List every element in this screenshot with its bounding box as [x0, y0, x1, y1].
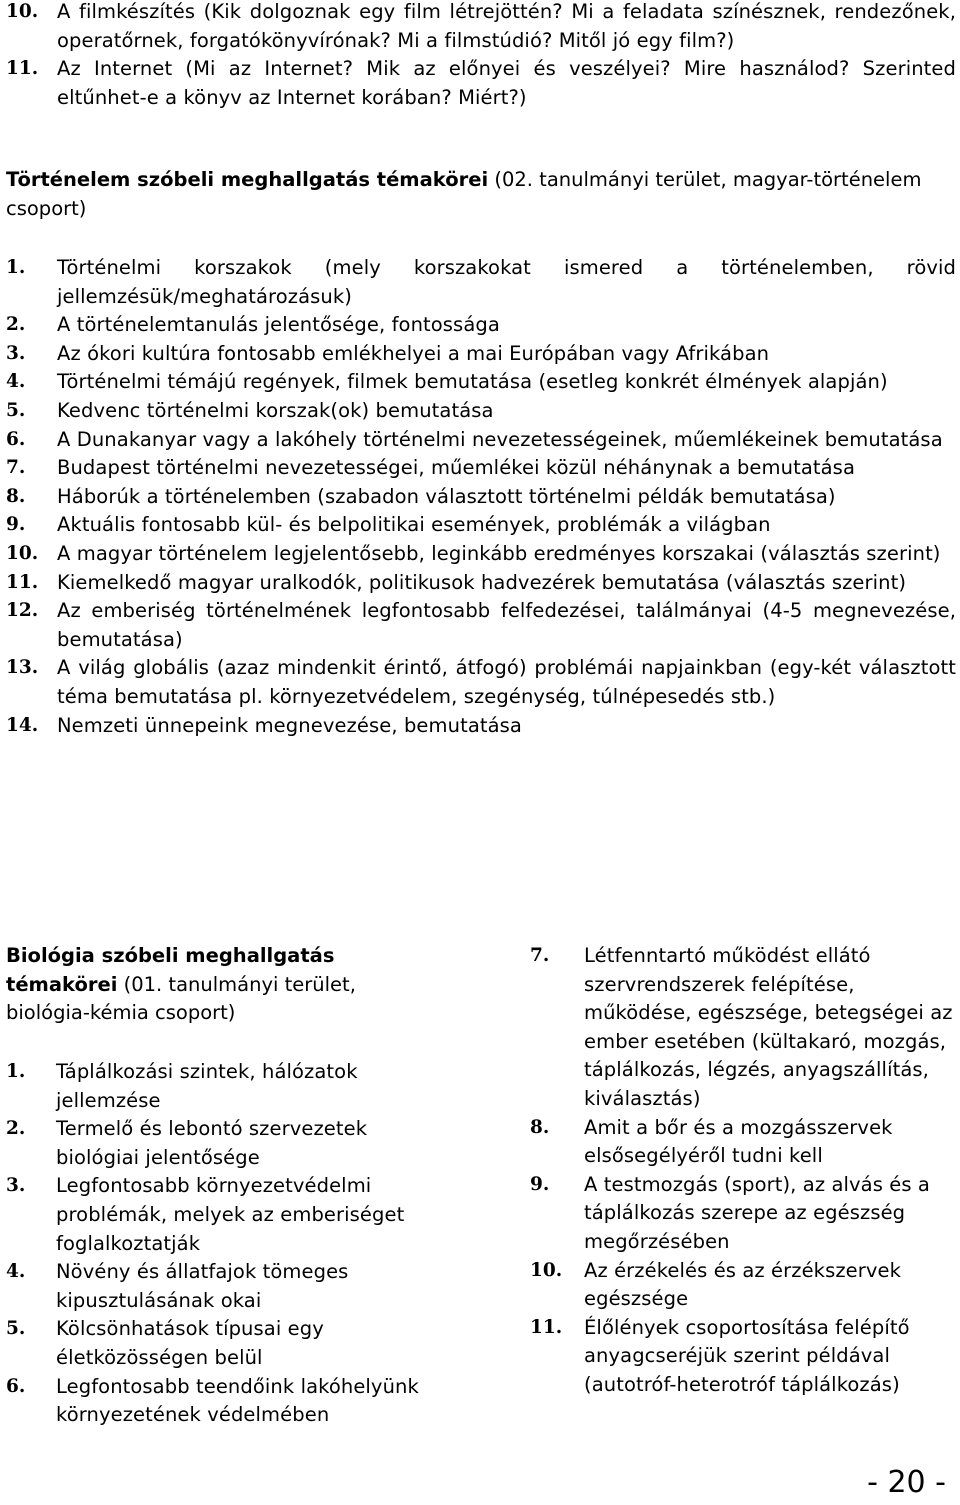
item-number: 7.: [530, 945, 550, 966]
item-text: Kedvenc történelmi korszak(ok) bemutatása: [57, 398, 494, 422]
list-item: [6, 1172, 446, 1258]
list-item: [6, 540, 956, 569]
item-number: 11.: [530, 1316, 563, 1338]
biology-topic-list-right: [530, 942, 955, 1400]
list-item: [6, 311, 956, 340]
item-number: 9.: [530, 1173, 550, 1195]
list-item: [6, 483, 956, 512]
list-item: [6, 454, 956, 483]
list-item: [530, 1314, 955, 1400]
list-item: [6, 1258, 446, 1315]
item-number: 7.: [6, 457, 26, 479]
list-item: [6, 712, 956, 741]
item-text: A világ globális (azaz mindenkit érintő, átfogó) problémái napjainkban (egy-két választott téma bemutatása pl. környezetvédelem, szegénység, túlnépesedés stb.): [57, 656, 956, 708]
list-item: [6, 1315, 446, 1372]
list-item: [6, 597, 956, 654]
item-number: 4.: [6, 371, 26, 393]
history-heading-title: Történelem szóbeli meghallgatás témakörei: [6, 168, 489, 191]
item-number: 12.: [6, 600, 39, 622]
item-number: 6.: [6, 428, 26, 450]
item-number: 11.: [6, 58, 39, 80]
item-text: Budapest történelmi nevezetességei, műemlékei közül néhánynak a bemutatása: [57, 456, 855, 480]
item-number: 1.: [6, 257, 26, 278]
list-item: [6, 368, 956, 397]
item-number: 13.: [6, 657, 39, 679]
page-number: - 20 -: [867, 1465, 946, 1500]
item-text: Történelmi témájú regények, filmek bemutatása (esetleg konkrét élmények alapján): [57, 370, 888, 394]
item-number: 11.: [6, 571, 39, 593]
item-text: Nemzeti ünnepeink megnevezése, bemutatása: [57, 713, 522, 737]
item-text: Aktuális fontosabb kül- és belpolitikai események, problémák a világban: [57, 513, 771, 537]
item-text: A Dunakanyar vagy a lakóhely történelmi nevezetességeinek, műemlékeinek bemutatása: [57, 427, 943, 451]
item-number: 4.: [6, 1261, 26, 1283]
item-number: 10.: [6, 542, 39, 564]
item-text: A történelemtanulás jelentősége, fontossága: [57, 313, 500, 337]
biology-topic-list-left: [6, 1058, 446, 1430]
item-text: Kiemelkedő magyar uralkodók, politikusok hadvezérek bemutatása (választás szerint): [57, 570, 907, 594]
item-number: 2.: [6, 1118, 26, 1140]
item-text: Kölcsönhatások típusai egy életközösségen belül: [56, 1317, 324, 1369]
history-heading: [6, 166, 956, 223]
list-item: [6, 1058, 446, 1115]
list-item: [530, 1171, 955, 1257]
item-text: Növény és állatfajok tömeges kipusztulásának okai: [56, 1260, 349, 1312]
item-text: Az Internet (Mi az Internet? Mik az előnyei és veszélyei? Mire használod? Szerinted eltűnhet-e a könyv az Internet korában? Miért?): [57, 57, 956, 109]
item-text: A magyar történelem legjelentősebb, leginkább eredményes korszakai (választás szerint): [57, 541, 941, 565]
item-text: Létfenntartó működést ellátó szervrendszerek felépítése, működése, egészsége, betegségei az ember esetében (kültakaró, mozgás, táplálkozás, légzés, anyagszállítás, kiválasztás): [584, 944, 953, 1110]
item-text: Az érzékelés és az érzékszervek egészsége: [584, 1258, 902, 1311]
item-text: Az emberiség történelmének legfontosabb felfedezései, találmányai (4-5 megnevezése, bemutatása): [57, 599, 956, 651]
item-text: Legfontosabb teendőink lakóhelyünk környezetének védelmében: [56, 1374, 419, 1427]
item-number: 5.: [6, 1318, 26, 1340]
item-text: Élőlények csoportosítása felépítő anyagcseréjük szerint példával (autotróf-heterotróf táplálkozás): [584, 1315, 910, 1396]
list-item: [6, 340, 956, 369]
item-text: Termelő és lebontó szervezetek biológiai jelentősége: [56, 1117, 368, 1169]
item-text: Legfontosabb környezetvédelmi problémák, melyek az emberiséget foglalkoztatják: [56, 1174, 405, 1255]
list-item: [6, 1373, 446, 1430]
biology-heading-title: Biológia szóbeli meghallgatás témakörei: [6, 944, 335, 996]
biology-heading: [6, 942, 426, 1028]
top-topic-list: [6, 0, 956, 112]
list-item: [6, 1115, 446, 1172]
list-item: [6, 397, 956, 426]
list-item: [530, 942, 955, 1114]
item-number: 6.: [6, 1375, 26, 1397]
item-text: Az ókori kultúra fontosabb emlékhelyei a mai Európában vagy Afrikában: [57, 341, 770, 365]
item-number: 1.: [6, 1061, 26, 1082]
item-number: 10.: [530, 1259, 563, 1281]
list-item: [6, 426, 956, 455]
item-number: 10.: [6, 1, 39, 22]
item-number: 3.: [6, 1175, 26, 1197]
item-text: A filmkészítés (Kik dolgoznak egy film létrejöttén? Mi a feladata színésznek, rendezőnek, operatőrnek, forgatókönyvírónak? Mi a filmstúdió? Mitől jó egy film?): [57, 0, 956, 52]
history-heading-subtitle: (02. tanulmányi terület, magyar-történelem csoport): [6, 168, 922, 220]
list-item: [6, 569, 956, 598]
item-number: 8.: [530, 1116, 550, 1138]
list-item: [6, 511, 956, 540]
item-text: Amit a bőr és a mozgásszervek elsősegélyéről tudni kell: [584, 1115, 893, 1168]
item-text: Háborúk a történelemben (szabadon választott történelmi példák bemutatása): [57, 484, 836, 508]
list-item: [530, 1114, 955, 1171]
item-text: Történelmi korszakok (mely korszakokat ismered a történelemben, rövid jellemzésük/meghatározásuk): [57, 256, 956, 308]
list-item: [530, 1257, 955, 1314]
item-number: 5.: [6, 399, 26, 421]
item-text: Táplálkozási szintek, hálózatok jellemzése: [56, 1060, 358, 1112]
item-text: A testmozgás (sport), az alvás és a táplálkozás szerepe az egészség megőrzésében: [584, 1172, 930, 1253]
item-number: 3.: [6, 342, 26, 364]
item-number: 9.: [6, 514, 26, 536]
item-number: 14.: [6, 714, 39, 736]
item-number: 8.: [6, 485, 26, 507]
list-item: [6, 254, 956, 311]
list-item: [6, 0, 956, 55]
history-topic-list: [6, 254, 956, 740]
list-item: [6, 654, 956, 711]
list-item: [6, 55, 956, 112]
biology-heading-subtitle: (01. tanulmányi terület, biológia-kémia csoport): [6, 972, 356, 1025]
item-number: 2.: [6, 314, 26, 336]
